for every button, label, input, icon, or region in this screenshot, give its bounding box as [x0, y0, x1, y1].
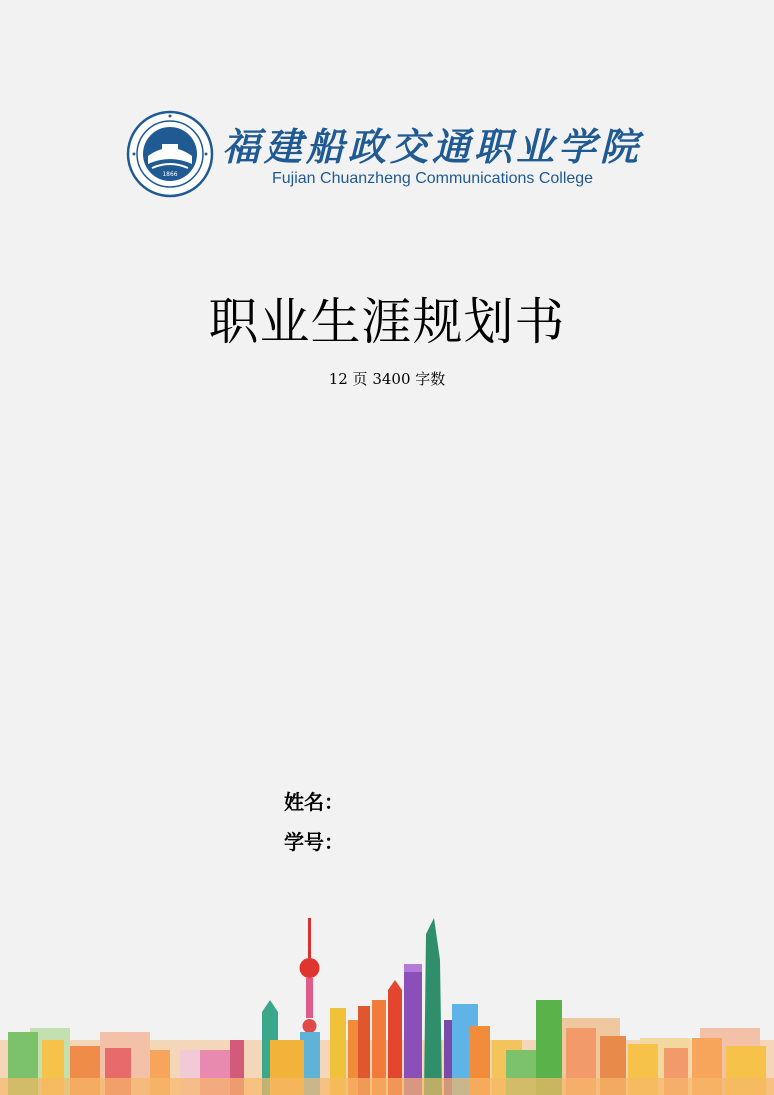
name-field-label: 姓名： — [284, 790, 344, 814]
college-name-cn: 福建船政交通职业学院 — [222, 124, 643, 169]
document-subtitle: 12 页 3400 字数 — [328, 370, 446, 388]
college-seal-icon — [126, 110, 214, 198]
city-skyline-illustration — [0, 900, 774, 1095]
document-title: 职业生涯规划书 — [208, 293, 566, 351]
college-logo — [126, 110, 666, 200]
student-id-field-label: 学号： — [284, 830, 344, 854]
seal-year: 1866 — [162, 171, 178, 178]
college-name-en: Fujian Chuanzheng Communications College — [272, 170, 594, 187]
